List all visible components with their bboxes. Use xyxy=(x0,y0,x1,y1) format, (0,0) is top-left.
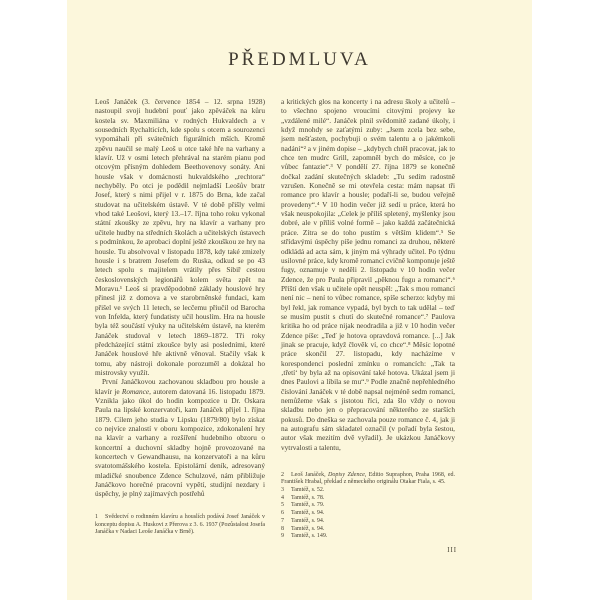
paragraph-romance-origin xyxy=(95,377,265,498)
paragraph-text: , autorem datovaná 16. listopadu 1879. Vznikla jako úkol do hodin kompozice u Dr. Oskara Paula na lipské konzervatoři, kam Janáček přijel 1. října 1879. Cílem jeho studia v Lipsku (1879/80) bylo získat co nejvíce znalostí v oboru kompozice, zdokonalení hry na klavír a varhany a rozšíření hudebního obzoru o koncertní a duchovní skladby hojně provozované na koncertech v Gewandhausu, na konzervatoři a na kůru svatotomášského kostela. Epistolární deník, adresovaný mladičké snoubence Zdence Schulzové, nám přibližuje Janáčkovo horečné pracovní vypětí, studijní nezdary i úspěchy, je plný zajímavých postřehů xyxy=(95,386,266,499)
left-column xyxy=(95,97,265,537)
footnote-8 xyxy=(281,526,455,534)
left-column-body-text xyxy=(95,97,265,499)
page-number: III xyxy=(447,547,457,554)
footnote-text: Svědectví o rodinném klavíru a houslích podává Josef Janáček v konceptu dopisu A. Huskovi z Přerova z 3. 6. 1937 (Pozůstalost Josefa Janáčka v Nadaci Leoše Janáčka v Brně). xyxy=(95,513,265,536)
footnote-1 xyxy=(95,514,265,537)
footnote-4 xyxy=(281,495,455,503)
work-title-romance: Romance xyxy=(121,386,150,396)
right-column-body-text xyxy=(281,97,455,452)
footnote-number: 7 xyxy=(281,517,284,524)
footnote-block-left xyxy=(95,514,265,537)
footnote-number: 9 xyxy=(281,533,284,540)
footnote-2 xyxy=(281,472,455,487)
footnote-text: Tamtéž, s. 149. xyxy=(291,533,328,540)
footnote-block-right xyxy=(281,472,455,541)
footnote-text: Tamtéž, s. 94. xyxy=(291,525,325,532)
footnote-number: 3 xyxy=(281,487,284,494)
footnote-6 xyxy=(281,510,455,518)
footnote-number: 2 xyxy=(281,471,284,478)
footnote-text: Tamtéž, s. 94. xyxy=(291,510,325,517)
book-page xyxy=(67,0,532,600)
footnote-text: Tamtéž, s. 79. xyxy=(291,502,325,509)
footnote-5 xyxy=(281,502,455,510)
paragraph-janacek-biography: Leoš Janáček (3. července 1854 – 12. srpna 1928) nastoupil svoji hudební pouť jako zpěváček na kůru kostela sv. Maxmiliána v rodných Hukvaldech a v sousedních Rychalticích, kde spolu s otcem a sourozenci vypomáhali při svátečních figurálních mších. Kromě zpěvu naučil se malý Leoš u otce také hře na varhany a klavír. Už v osmi letech přehrával na starém pianu pod otcovým přísným dohledem Beethovenovy sonáty. Ani housle však v domácnosti hukvaldského „rechtora“ nechyběly. Po otci je podědil nejmladší Leošův bratr Josef, který s nimi přijel v r. 1875 do Brna, kde začal studovat na učitelském ústavě. V té době přišly velmi vhod také Leošovi, který 13.–17. října toho roku vykonal státní zkoušky ze zpěvu, hry na klavír a varhany pro učitele hudby na středních školách a učitelských ústavech s podmínkou, že aprobaci doplní ještě zkouškou ze hry na housle. Tu absolvoval v listopadu 1878, kdy také zmizely housle i s bratrem Josefem do Ruska, odkud se po 43 letech spolu s majitelem vrátily přes Sibiř cestou československých legionářů kolem světa zpět na Moravu.¹ Leoš si pravděpodobně základy houslové hry přinesl již z domova a ve starobrněnské fundaci, kam přišel ve svých 11 letech, se lecčemu přiučil od Barocha von Infelda, který fundatisty učil houslím. Hra na housle byla též součástí výuky na učitelském ústavě, na kterém Janáček studoval v letech 1869–1872. Tři roky předcházející státní zkoušce byly asi posledními, které Janáček houslové hře aktivně věnoval. Stačily však k tomu, aby nástroji dokonale porozuměl a dokázal ho mistrovsky využít. xyxy=(95,97,265,377)
footnote-text: Tamtéž, s. 94. xyxy=(291,517,325,524)
paragraph-leipzig-letters: a kritických glos na koncerty i na adresu školy a učitelů – to všechno spojeno vroucími citovými projevy ke „vzdálené milé“. Janáček plnil svědomitě zadané úkoly, i když mnohdy se zaťatými zuby: „Jsem zcela bez sebe, jsem nešťasten, pochybuji o svém talentu a o jakémkoli nadání“² a v jiném dopise – „kdybych chtěl pracovat, jak to chce ten mudrc Grill, zapomněl bych do měsíce, co je vůbec fantazie“.³ V pondělí 27. října 1879 se konečně dočkal zadání skutečných skladeb: „Tu sedím radostně vzrušen. Konečně se mi otevřela cesta: mám napsat tři romance pro klavír a housle; podaří-li se, budou veřejně provedeny“.⁴ V 10 hodin večer již sedí u práce, která ho však neuspokojila: „Celek je příliš spletený, myšlenky jsou dobré, ale v příliš volné formě – jako každá začátečnická práce. Zítra se do toho pustím s větším klidem“.⁵ Se střídavými úspěchy píše jednu romanci za druhou, některé odkládá ad acta sám, k jiným má výhrady učitel. Po týdnu usilovné práce, kdy kromě romancí cvičně komponuje ještě fugy, oznamuje v neděli 2. listopadu v 10 hodin večer Zdence, že pro Paula připravil „pěknou fugu a romanci“.⁶ Příští den však u učitele opět neuspěl: „Tak s mou romancí není nic – není to vůbec romance, spíše scherzo: kdyby mi byl řekl, jak romance vypadá, byl bych to tak udělal – teď se musím pustit s chutí do skutečné romance“.⁷ Paulova kritika ho od práce nijak neodradila a již v 10 hodin večer Zdence píše: „Teď je hotova opravdová romance. [...] Jak jinak se pracuje, když člověk ví, co chce“.⁸ Měsíc lopotné práce skončil 27. listopadu, kdy nacházíme v korespondenci poslední zmínku o romancích: „Tak ta ‚třetí‘ by byla až na opisování také hotova. Ukázal jsem ji dnes Paulovi a líbila se mu“.⁹ Podle značně nepřehledného číslování Janáček v té době napsal nejméně sedm romancí, nemůžeme však s jistotou říci, zda šlo vždy o novou skladbu nebo jen o přepracování některého ze starších pokusů. Do dneška se zachovala pouze romance č. 4, jak ji na autografu sám skladatel označil (v pořadí byla šestou, autor však mezitím dvě vyřadil). Je ukázkou Janáčkovy vytrvalosti a talentu, xyxy=(281,97,455,452)
footnote-7 xyxy=(281,518,455,526)
footnote-number: 6 xyxy=(281,510,284,517)
footnote-9 xyxy=(281,533,455,541)
footnote-text: Leoš Janáček, xyxy=(291,471,329,478)
footnote-text: Tamtéž, s. 52. xyxy=(291,487,325,494)
cited-work-title: Dopisy Zdence xyxy=(328,471,365,478)
footnote-number: 5 xyxy=(281,502,284,509)
footnote-number: 4 xyxy=(281,494,284,501)
footnote-3 xyxy=(281,487,455,495)
page-title: PŘEDMLUVA xyxy=(228,49,371,70)
footnote-number: 1 xyxy=(95,513,98,520)
footnote-text: , Editio Supraphon, Praha 1968, ed. František Hrabal, překlad z německého originálu Otakar Fiala, s. 45. xyxy=(281,471,455,486)
footnote-number: 8 xyxy=(281,525,284,532)
right-column xyxy=(281,97,455,541)
footnote-text: Tamtéž, s. 78. xyxy=(291,494,325,501)
paragraph-text: První Janáčkovou zachovanou skladbou pro housle a klavír je xyxy=(95,377,265,396)
